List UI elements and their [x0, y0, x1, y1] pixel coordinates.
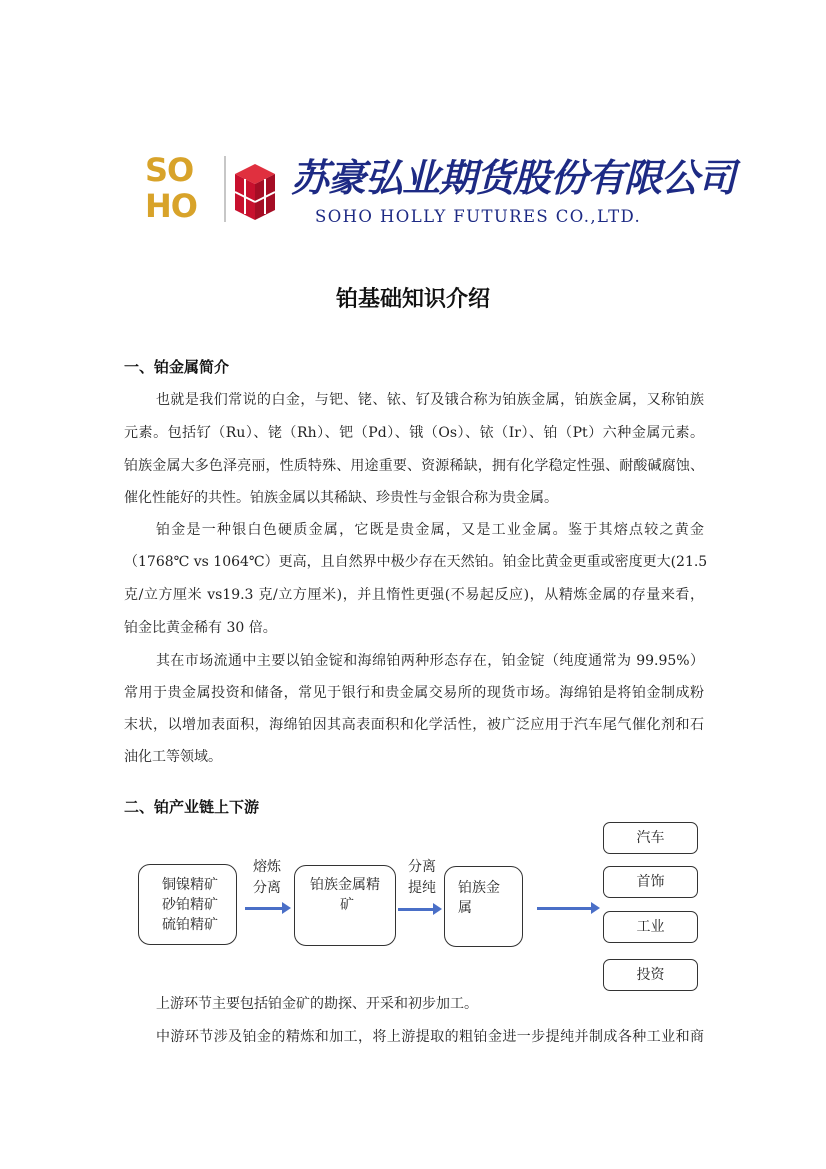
logo-divider — [224, 156, 226, 222]
box-label: 铂族金 — [458, 880, 500, 896]
box-label: 砂铂精矿 — [162, 897, 218, 913]
box-label: 硫铂精矿 — [162, 917, 218, 933]
output-industrial: 工业 — [603, 911, 698, 943]
soho-mark-logo — [143, 152, 218, 224]
raw-ore-box — [138, 864, 237, 945]
section-heading-2: 二、铂产业链上下游 — [124, 798, 260, 816]
paragraph-line: 上游环节主要包括铂金矿的勘探、开采和初步加工。 — [156, 996, 478, 1012]
paragraph-line: 末状，以增加表面积，海绵铂因其高表面积和化学活性，被广泛应用于汽车尾气催化剂和石 — [124, 717, 704, 733]
arrow-label-line: 提纯 — [408, 880, 436, 896]
cube-logo-icon — [231, 156, 279, 222]
paragraph-line: 铂金比黄金稀有 30 倍。 — [124, 620, 277, 636]
paragraph-line: 催化性能好的共性。铂族金属以其稀缺、珍贵性与金银合称为贵金属。 — [124, 490, 558, 506]
paragraph-line: 油化工等领域。 — [124, 749, 222, 765]
section-heading-1: 一、铂金属简介 — [124, 358, 230, 376]
arrow-label-smelting — [248, 857, 286, 899]
paragraph-line: 中游环节涉及铂金的精炼和加工，将上游提取的粗铂金进一步提纯并制成各种工业和商 — [156, 1029, 704, 1045]
paragraph-line: 其在市场流通中主要以铂金锭和海绵铂两种形态存在，铂金锭（纯度通常为 99.95%） — [156, 653, 704, 669]
box-label: 铂族金属精 — [310, 877, 380, 893]
pgm-metal-box — [444, 866, 523, 947]
arrow-label-refining — [403, 857, 441, 899]
box-label: 属 — [458, 900, 472, 916]
arrow-label-line: 分离 — [253, 880, 281, 896]
paragraph-line: （1768℃ vs 1064℃）更高，且自然界中极少存在天然铂。铂金比黄金更重或密度更大(21.5 — [124, 554, 708, 570]
output-jewelry: 首饰 — [603, 866, 698, 898]
arrow-label-line: 熔炼 — [253, 859, 281, 875]
output-automotive: 汽车 — [603, 822, 698, 854]
flow-arrow-2 — [398, 908, 434, 911]
paragraph-line: 常用于贵金属投资和储备，常见于银行和贵金属交易所的现货市场。海绵铂是将铂金制成粉 — [124, 685, 704, 701]
flow-arrow-1 — [245, 907, 283, 910]
soho-mark-top: SO — [145, 151, 194, 189]
paragraph-line: 元素。包括钌（Ru）、铑（Rh）、钯（Pd）、锇（Os）、铱（Ir）、铂（Pt）六种金属元素。 — [124, 425, 704, 441]
arrow-label-line: 分离 — [408, 859, 436, 875]
flow-arrow-3 — [537, 907, 592, 910]
paragraph-line: 铂族金属大多色泽亮丽，性质特殊、用途重要、资源稀缺，拥有化学稳定性强、耐酸碱腐蚀、 — [124, 458, 704, 474]
soho-mark-bottom: HO — [145, 187, 197, 225]
company-logo — [143, 151, 736, 232]
document-title: 铂基础知识介绍 — [335, 287, 490, 312]
paragraph-line: 也就是我们常说的白金，与钯、铑、铱、钌及锇合称为铂族金属，铂族金属，又称铂族 — [156, 392, 704, 408]
box-label: 矿 — [340, 897, 354, 913]
paragraph-line: 铂金是一种银白色硬质金属，它既是贵金属，又是工业金属。鉴于其熔点较之黄金 — [156, 522, 704, 538]
pgm-concentrate-box — [294, 865, 396, 946]
company-name-cn: 苏豪弘业期货股份有限公司 — [291, 155, 736, 200]
company-name-en: SOHO HOLLY FUTURES CO.,LTD. — [315, 207, 642, 226]
output-investment: 投资 — [603, 959, 698, 991]
paragraph-line: 克/立方厘米 vs19.3 克/立方厘米)，并且惰性更强(不易起反应)，从精炼金属的存量来看， — [124, 587, 704, 603]
box-label: 铜镍精矿 — [162, 877, 218, 893]
